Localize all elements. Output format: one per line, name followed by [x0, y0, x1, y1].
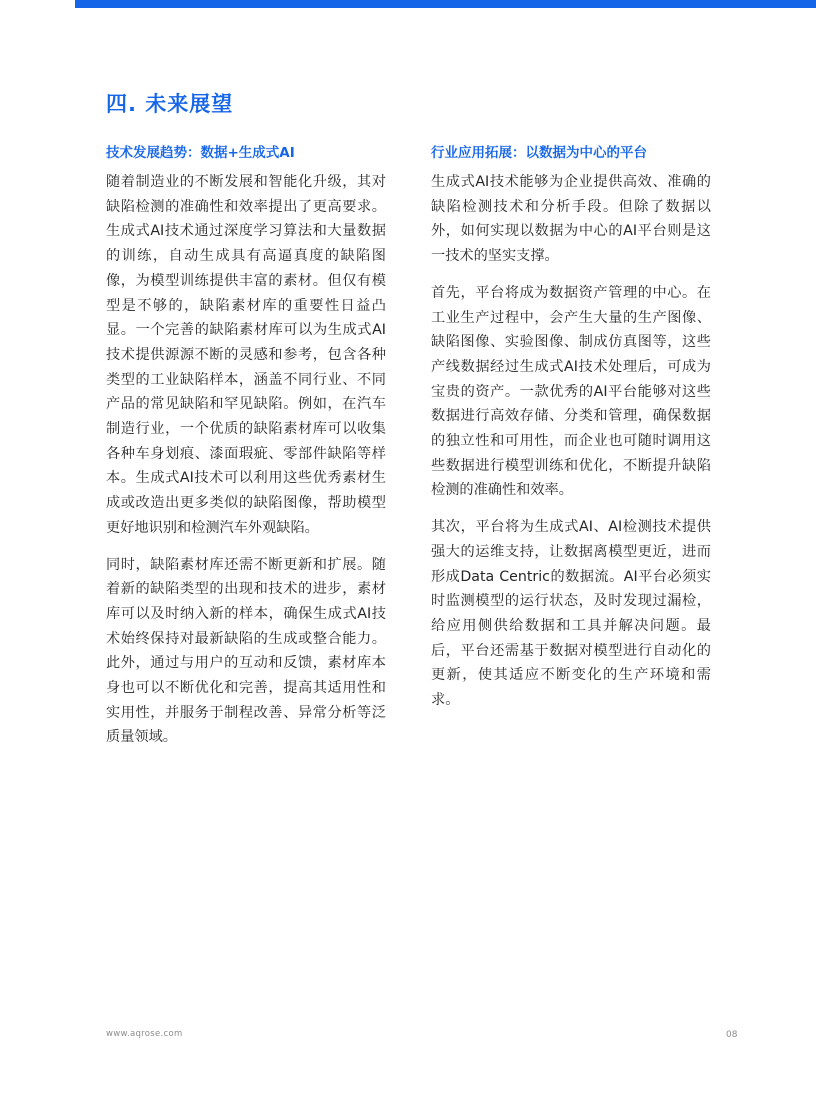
right-paragraph-3: 其次，平台将为生成式AI、AI检测技术提供强大的运维支持，让数据离模型更近，进而形成Data Centric的数据流。AI平台必须实时监测模型的运行状态，及时发现过漏检，给应用侧供给数据和工具并解决问题。最后，平台还需基于数据对模型进行自动化的更新，使其适应不断变化的生产环境和需求。: [431, 519, 711, 709]
right-column: [431, 142, 711, 725]
right-column-heading: 行业应用拓展：以数据为中心的平台: [431, 145, 647, 161]
left-column: [106, 142, 386, 762]
left-paragraph-2: 同时，缺陷素材库还需不断更新和扩展。随着新的缺陷类型的出现和技术的进步，素材库可以及时纳入新的样本，确保生成式AI技术始终保持对最新缺陷的生成或整合能力。此外，通过与用户的互动和反馈，素材库本身也可以不断优化和完善，提高其适用性和实用性，并服务于制程改善、异常分析等泛质量领域。: [106, 556, 386, 746]
left-column-heading: 技术发展趋势：数据+生成式AI: [106, 145, 295, 161]
left-paragraph-1: 随着制造业的不断发展和智能化升级，其对缺陷检测的准确性和效率提出了更高要求。生成式AI技术通过深度学习算法和大量数据的训练，自动生成具有高逼真度的缺陷图像，为模型训练提供丰富的素材。但仅有模型是不够的，缺陷素材库的重要性日益凸显。一个完善的缺陷素材库可以为生成式AI技术提供源源不断的灵感和参考，包含各种类型的工业缺陷样本，涵盖不同行业、不同产品的常见缺陷和罕见缺陷。例如，在汽车制造行业，一个优质的缺陷素材库可以收集各种车身划痕、漆面瑕疵、零部件缺陷等样本。生成式AI技术可以利用这些优秀素材生成或改造出更多类似的缺陷图像，帮助模型更好地识别和检测汽车外观缺陷。: [106, 174, 386, 536]
top-accent-bar: [75, 0, 816, 8]
right-paragraph-2: 首先，平台将成为数据资产管理的中心。在工业生产过程中，会产生大量的生产图像、缺陷图像、实验图像、制成仿真图等，这些产线数据经过生成式AI技术处理后，可成为宝贵的资产。一款优秀的AI平台能够对这些数据进行高效存储、分类和管理，确保数据的独立性和可用性，而企业也可随时调用这些数据进行模型训练和优化，不断提升缺陷检测的准确性和效率。: [431, 284, 711, 499]
footer-url[interactable]: www.aqrose.com: [106, 1029, 183, 1039]
right-paragraph-1: 生成式AI技术能够为企业提供高效、准确的缺陷检测技术和分析手段。但除了数据以外，如何实现以数据为中心的AI平台则是这一技术的坚实支撑。: [431, 174, 711, 265]
page-number: 08: [726, 1030, 738, 1040]
section-title: 四. 未来展望: [106, 92, 234, 116]
